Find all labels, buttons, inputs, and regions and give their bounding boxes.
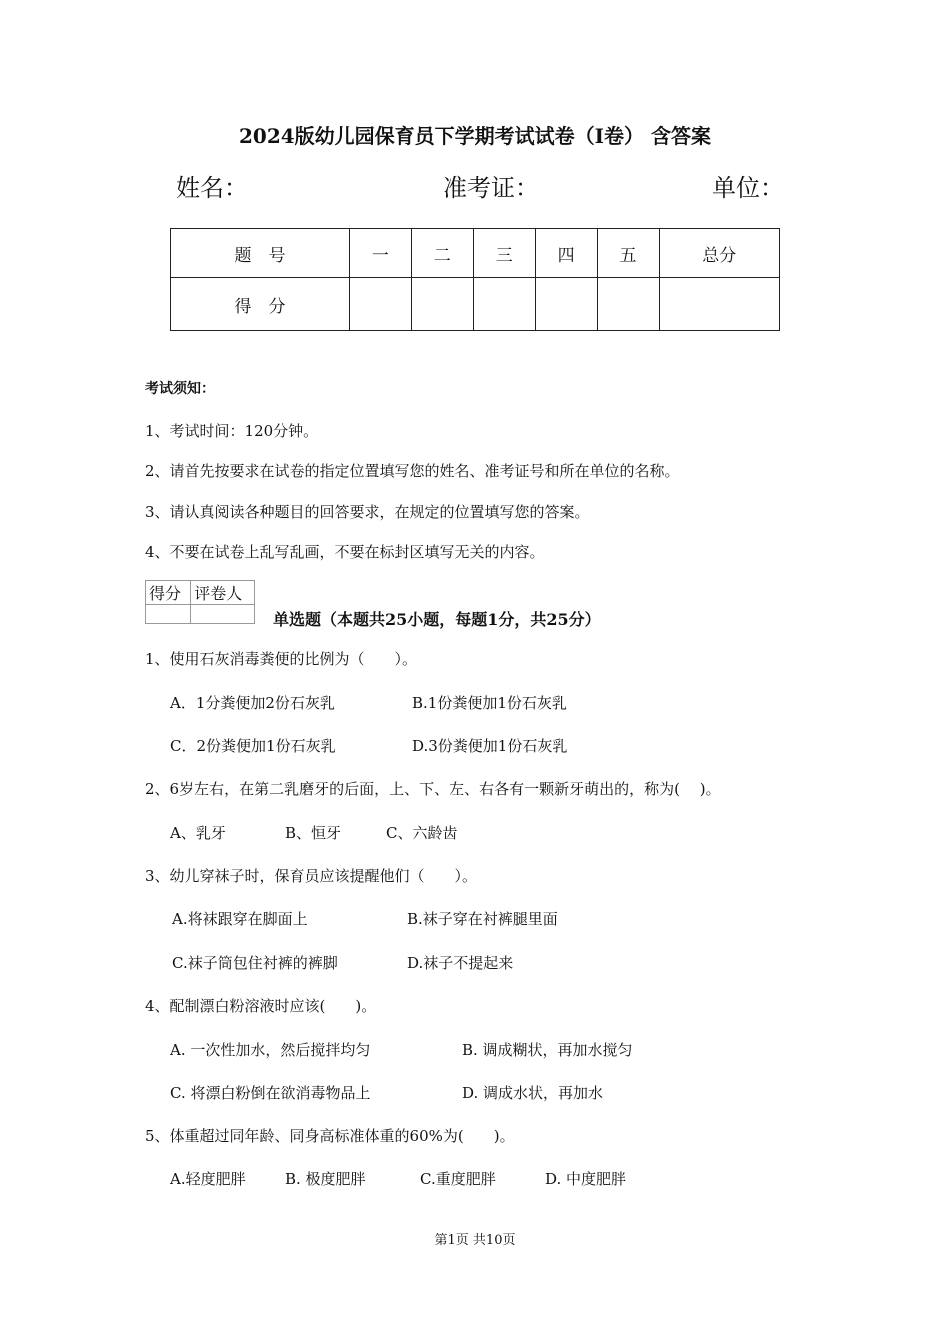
question-stem: 1、使用石灰消毒粪便的比例为（ ）。 bbox=[145, 650, 418, 668]
score-table-header-row bbox=[171, 229, 780, 278]
question-stem: 4、配制漂白粉溶液时应该( )。 bbox=[145, 997, 377, 1015]
answer-option[interactable]: C．2份粪便加1份石灰乳 bbox=[170, 737, 336, 755]
unit-label: 单位： bbox=[712, 174, 784, 202]
score-entry-cell[interactable] bbox=[349, 278, 411, 331]
notice-item: 1、考试时间：120分钟。 bbox=[145, 422, 319, 440]
grader-table-entry-row bbox=[146, 605, 255, 624]
notice-item: 2、请首先按要求在试卷的指定位置填写您的姓名、准考证号和所在单位的名称。 bbox=[145, 462, 680, 480]
exam-id-label: 准考证： bbox=[443, 174, 539, 202]
score-table-cell: 总分 bbox=[659, 229, 779, 278]
answer-option[interactable]: D. 中度肥胖 bbox=[545, 1170, 627, 1188]
score-table-cell: 题 号 bbox=[171, 229, 350, 278]
answer-option[interactable]: D. 调成水状，再加水 bbox=[462, 1084, 604, 1102]
answer-option[interactable]: C、六龄齿 bbox=[386, 824, 458, 842]
score-table-cell: 五 bbox=[597, 229, 659, 278]
score-table-cell: 二 bbox=[411, 229, 473, 278]
answer-option[interactable]: A．1分粪便加2份石灰乳 bbox=[170, 694, 335, 712]
answer-option[interactable]: B.1份粪便加1份石灰乳 bbox=[412, 694, 567, 712]
grader-score-cell[interactable] bbox=[146, 605, 191, 624]
score-entry-cell[interactable] bbox=[597, 278, 659, 331]
answer-option[interactable]: A、乳牙 bbox=[170, 824, 226, 842]
question-stem: 2、6岁左右，在第二乳磨牙的后面，上、下、左、右各有一颗新牙萌出的，称为( )。 bbox=[145, 780, 721, 798]
answer-option[interactable]: B.袜子穿在衬裤腿里面 bbox=[407, 910, 558, 928]
grader-name-cell[interactable] bbox=[191, 605, 255, 624]
notice-heading: 考试须知： bbox=[145, 381, 215, 397]
answer-option[interactable]: A.将袜跟穿在脚面上 bbox=[172, 910, 308, 928]
grader-name-label: 评卷人 bbox=[191, 581, 255, 605]
grader-score-label: 得分 bbox=[146, 581, 191, 605]
score-table-score-row bbox=[171, 278, 780, 331]
notice-item: 3、请认真阅读各种题目的回答要求，在规定的位置填写您的答案。 bbox=[145, 503, 590, 521]
name-label: 姓名： bbox=[176, 174, 248, 202]
answer-option[interactable]: C.袜子筒包住衬裤的裤脚 bbox=[172, 954, 338, 972]
answer-option[interactable]: B. 极度肥胖 bbox=[285, 1170, 366, 1188]
score-row-label: 得 分 bbox=[171, 278, 350, 331]
score-table bbox=[170, 228, 780, 331]
grader-table bbox=[145, 580, 255, 624]
question-stem: 5、体重超过同年龄、同身高标准体重的60%为( )。 bbox=[145, 1127, 515, 1145]
document-title: 2024版幼儿园保育员下学期考试试卷（I卷） 含答案 bbox=[239, 124, 711, 148]
score-entry-cell[interactable] bbox=[659, 278, 779, 331]
score-table-cell: 三 bbox=[473, 229, 535, 278]
notice-item: 4、不要在试卷上乱写乱画，不要在标封区填写无关的内容。 bbox=[145, 543, 545, 561]
answer-option[interactable]: C. 将漂白粉倒在欲消毒物品上 bbox=[170, 1084, 371, 1102]
answer-option[interactable]: C.重度肥胖 bbox=[420, 1170, 496, 1188]
score-entry-cell[interactable] bbox=[535, 278, 597, 331]
page-footer: 第1页 共10页 bbox=[434, 1233, 516, 1248]
answer-option[interactable]: A.轻度肥胖 bbox=[170, 1170, 246, 1188]
score-table-cell: 一 bbox=[349, 229, 411, 278]
score-entry-cell[interactable] bbox=[411, 278, 473, 331]
answer-option[interactable]: D.袜子不提起来 bbox=[407, 954, 514, 972]
score-table-cell: 四 bbox=[535, 229, 597, 278]
answer-option[interactable]: D.3份粪便加1份石灰乳 bbox=[412, 737, 568, 755]
question-stem: 3、幼儿穿袜子时，保育员应该提醒他们（ ）。 bbox=[145, 867, 478, 885]
score-entry-cell[interactable] bbox=[473, 278, 535, 331]
grader-table-header-row bbox=[146, 581, 255, 605]
section-heading: 单选题（本题共25小题，每题1分，共25分） bbox=[273, 610, 601, 629]
answer-option[interactable]: B、恒牙 bbox=[285, 824, 342, 842]
answer-option[interactable]: B. 调成糊状，再加水搅匀 bbox=[462, 1041, 633, 1059]
answer-option[interactable]: A. 一次性加水，然后搅拌均匀 bbox=[170, 1041, 371, 1059]
